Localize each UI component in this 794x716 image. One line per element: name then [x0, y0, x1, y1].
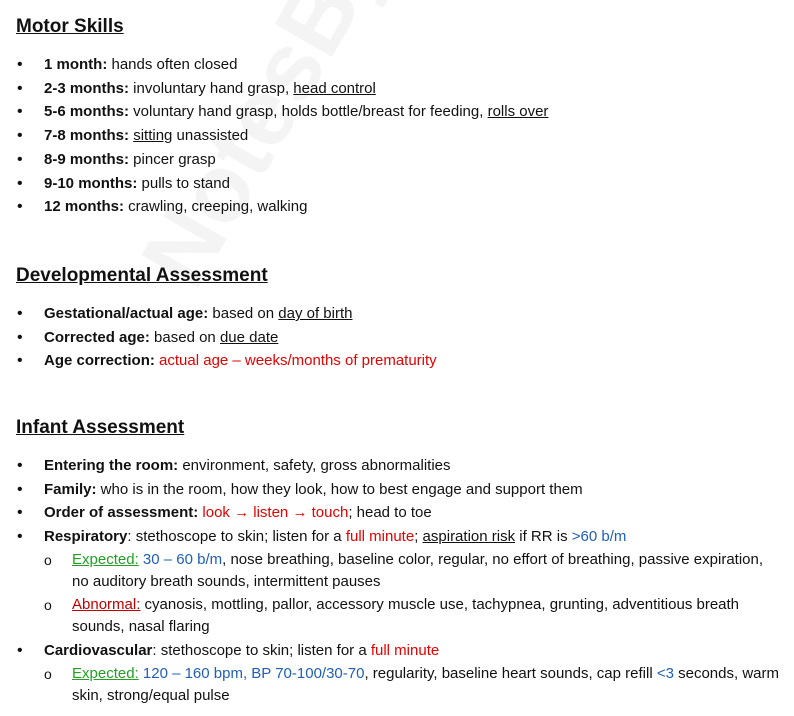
list-item: • 1 month: hands often closed	[0, 53, 794, 77]
list-item: • Corrected age: based on due date	[0, 326, 794, 350]
infant-heading: Infant Assessment	[16, 417, 185, 438]
list-item: • 5-6 months: voluntary hand grasp, holds bottle/breast for feeding, rolls over	[0, 100, 794, 124]
developmental-list	[0, 302, 794, 373]
list-item: • Gestational/actual age: based on day of birth	[0, 302, 794, 326]
list-item: • Age correction: actual age – weeks/months of prematurity	[0, 349, 794, 373]
list-item-order: • Order of assessment: look → listen → touch; head to toe	[0, 501, 794, 525]
list-item-respiratory: • Respiratory: stethoscope to skin; listen for a full minute; aspiration risk if RR is >60 b/m	[0, 525, 794, 549]
infant-list	[0, 454, 794, 708]
developmental-heading: Developmental Assessment	[16, 265, 268, 286]
sub-item-resp-abnormal: o Abnormal: cyanosis, mottling, pallor, accessory muscle use, tachypnea, grunting, adventitious breath sounds, nasal flaring	[0, 594, 794, 639]
list-item: • 9-10 months: pulls to stand	[0, 172, 794, 196]
motor-skills-heading: Motor Skills	[16, 16, 124, 37]
sub-item-cardio-expected: o Expected: 120 – 160 bpm, BP 70-100/30-70, regularity, baseline heart sounds, cap refill <3 seconds, warm skin, strong/equal pulse	[0, 663, 794, 708]
motor-skills-list	[0, 53, 794, 219]
list-item: • 2-3 months: involuntary hand grasp, head control	[0, 77, 794, 101]
sub-item-resp-expected: o Expected: 30 – 60 b/m, nose breathing, baseline color, regular, no effort of breathing, passive expiration, no auditory breath sounds, intermittent pauses	[0, 549, 794, 594]
list-item: • 8-9 months: pincer grasp	[0, 148, 794, 172]
list-item-cardiovascular: • Cardiovascular: stethoscope to skin; listen for a full minute	[0, 639, 794, 663]
list-item: • 7-8 months: sitting unassisted	[0, 124, 794, 148]
list-item: • 12 months: crawling, creeping, walking	[0, 195, 794, 219]
list-item-entering: • Entering the room: environment, safety, gross abnormalities	[0, 454, 794, 478]
list-item-family: • Family: who is in the room, how they look, how to best engage and support them	[0, 478, 794, 502]
